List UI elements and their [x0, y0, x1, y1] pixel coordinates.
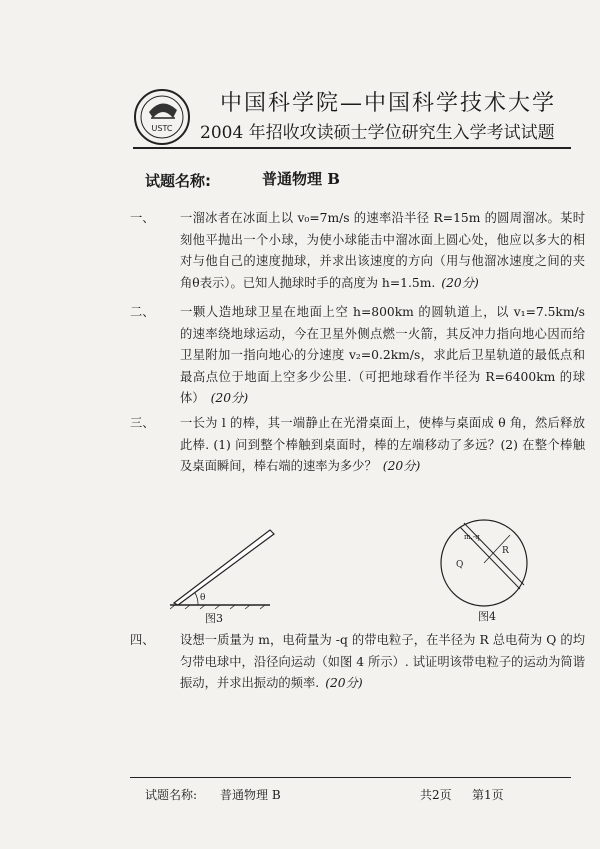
question-number: 三、 — [130, 416, 155, 430]
question-text: 设想一质量为 m，电荷量为 -q 的带电粒子，在半径为 R 总电荷为 Q 的均匀带电球中，沿径向运动（如图 4 所示）. 试证明该带电粒子的运动为简谐振动，并求出振动的频率. (20分) — [180, 633, 585, 690]
figure-3-diagram — [170, 525, 290, 610]
university-title: 中国科学院—中国科学技术大学 — [220, 91, 557, 116]
question-score: (20分) — [325, 676, 363, 690]
footer-page-number: 第1页 — [472, 788, 504, 802]
question-number: 二、 — [130, 305, 155, 319]
svg-text:R: R — [502, 546, 509, 556]
svg-text:m,-q: m,-q — [464, 533, 480, 541]
ustc-logo — [133, 88, 191, 146]
question-text: 一长为 l 的棒，其一端静止在光滑桌面上，使棒与桌面成 θ 角，然后释放此棒. (1) 问到整个棒触到桌面时，棒的左端移动了多远？(2) 在整个棒触及桌面瞬间，棒右端的速率为多少？ (20分) — [180, 416, 585, 473]
subject-label: 试题名称: — [145, 172, 211, 190]
figure-3-caption: 图3 — [205, 612, 223, 625]
question-score: (20分) — [441, 275, 479, 290]
footer-label: 试题名称: — [145, 788, 198, 802]
svg-text:θ: θ — [200, 593, 206, 603]
question-text: 一颗人造地球卫星在地面上空 h=800km 的圆轨道上，以 v₁=7.5km/s 的速率绕地球运动，今在卫星外侧点燃一火箭，其反冲力指向地心因而给卫星附加一指向地心的分速度 v₂=0.2km/s，求此后卫星轨道的最低点和最高点位于地面上空多少公里.（可把地球看作半径为 R=6400km 的球体） (20分) — [180, 305, 585, 405]
svg-text:Q: Q — [456, 560, 464, 570]
question-score: (20分) — [382, 459, 421, 473]
footer-page-count: 共2页 — [420, 788, 452, 802]
figure-4-diagram — [438, 517, 530, 609]
footer-subject: 普通物理 B — [220, 788, 281, 802]
question-number: 一、 — [130, 211, 155, 225]
question-text: 一溜冰者在冰面上以 v₀=7m/s 的速率沿半径 R=15m 的圆周溜冰。某时刻他平抛出一个小球，为使小球能击中溜冰面上圆心处，他应以多大的相对与他自己的速度抛球，并求出该速度的方向（用与他溜冰速度之间的夹角θ表示）。已知人抛球时手的高度为 h=1.5m. (20分) — [180, 211, 585, 290]
question-2 — [130, 302, 585, 405]
svg-text:USTC: USTC — [151, 124, 173, 133]
question-3 — [130, 413, 585, 481]
question-4 — [130, 630, 585, 698]
header-rule — [133, 147, 571, 149]
footer-rule — [130, 777, 571, 778]
figure-4-caption: 图4 — [478, 610, 496, 623]
question-1 — [130, 208, 585, 298]
question-score: (20分) — [210, 391, 249, 405]
exam-title: 2004 年招收攻读硕士学位研究生入学考试试题 — [200, 123, 555, 143]
question-number: 四、 — [130, 633, 155, 647]
subject-value: 普通物理 B — [262, 170, 340, 188]
